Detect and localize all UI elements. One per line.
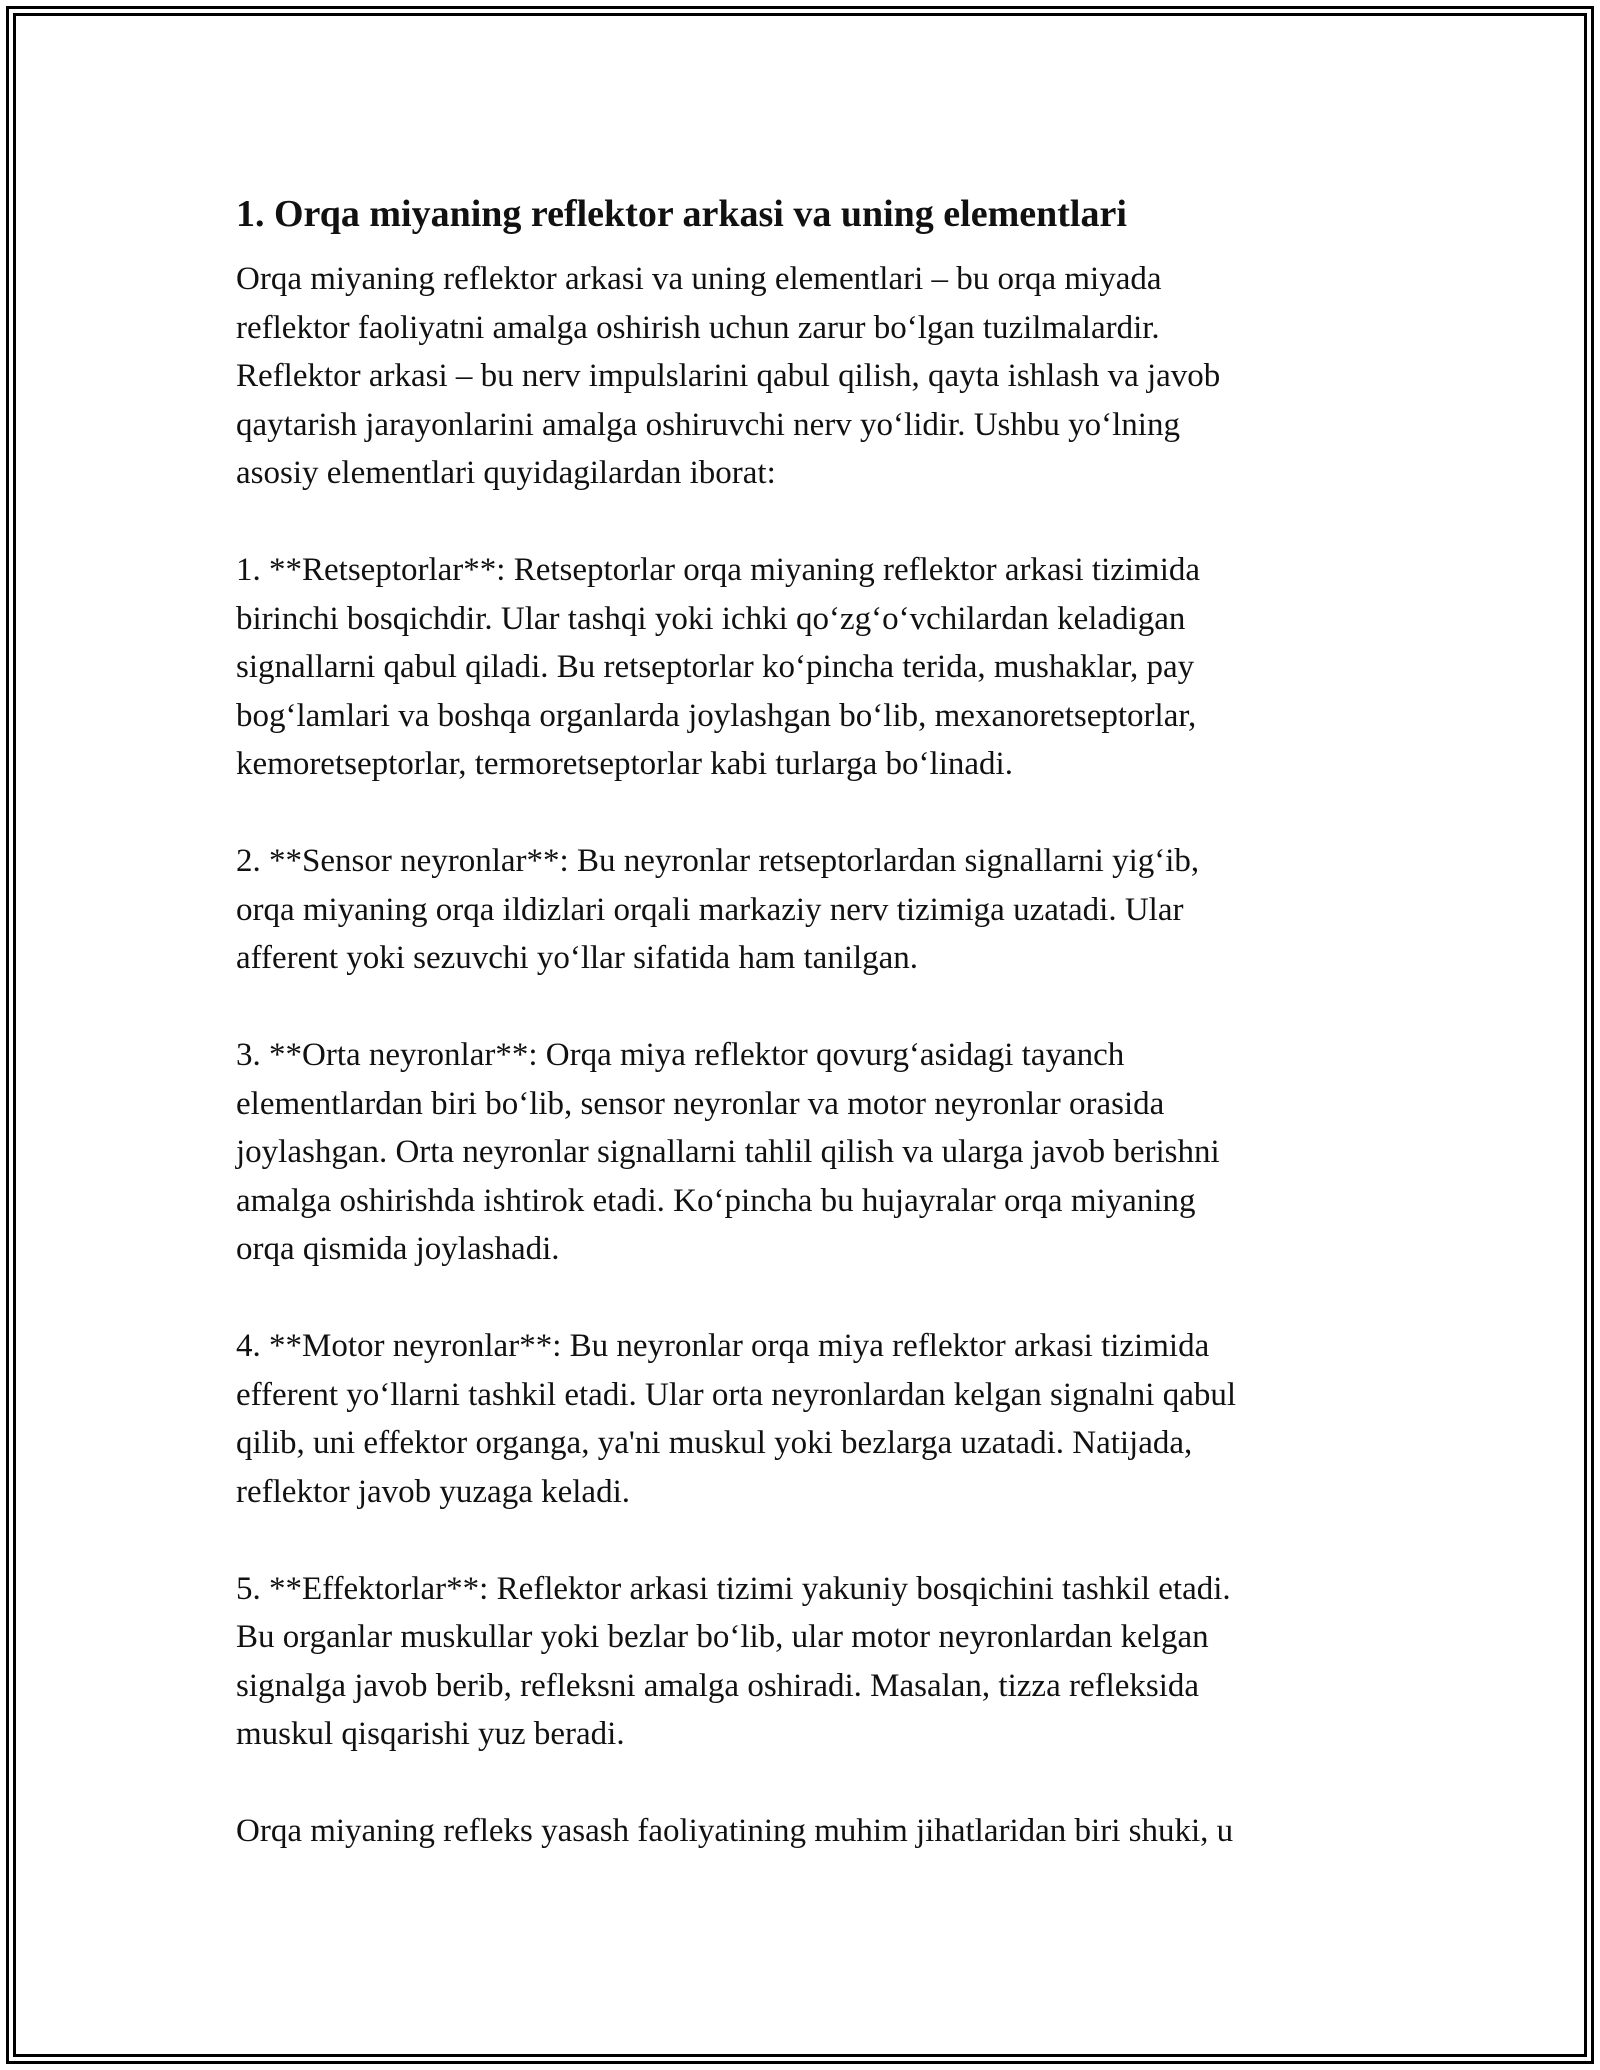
intro-paragraph — [236, 255, 1366, 498]
list-item-sensor-neyronlar — [236, 837, 1366, 983]
closing-paragraph — [236, 1807, 1366, 1856]
list-item-orta-neyronlar — [236, 1031, 1366, 1274]
text-line: orqa miyaning orqa ildizlari orqali markaziy nerv tizimiga uzatadi. Ular — [236, 891, 1184, 928]
text-line: qaytarish jarayonlarini amalga oshiruvchi nerv yo‘lidir. Ushbu yo‘lning — [236, 406, 1180, 443]
text-line: qilib, uni effektor organga, ya'ni muskul yoki bezlarga uzatadi. Natijada, — [236, 1425, 1193, 1461]
section-heading: 1. Orqa miyaning reflektor arkasi va uning elementlari — [236, 193, 1127, 235]
text-line: 1. **Retseptorlar**: Retseptorlar orqa miyaning reflektor arkasi tizimida — [236, 552, 1201, 588]
text-line: orqa qismida joylashadi. — [236, 1231, 560, 1267]
text-line: Orqa miyaning reflektor arkasi va uning elementlari – bu orqa miyada — [236, 261, 1162, 297]
text-line: amalga oshirishda ishtirok etadi. Ko‘pincha bu hujayralar orqa miyaning — [236, 1182, 1196, 1219]
document-body — [236, 186, 1366, 1904]
text-line: reflektor javob yuzaga keladi. — [236, 1473, 630, 1510]
list-item-motor-neyronlar — [236, 1322, 1366, 1516]
text-line: muskul qisqarishi yuz beradi. — [236, 1716, 625, 1752]
text-line: asosiy elementlari quyidagilardan iborat: — [236, 455, 776, 491]
text-line: birinchi bosqichdir. Ular tashqi yoki ichki qo‘zg‘o‘vchilardan keladigan — [236, 600, 1186, 637]
text-line: bog‘lamlari va boshqa organlarda joylashgan bo‘lib, mexanoretseptorlar, — [236, 697, 1197, 734]
text-line: 5. **Effektorlar**: Reflektor arkasi tizimi yakuniy bosqichini tashkil etadi. — [236, 1570, 1231, 1607]
text-line: Reflektor arkasi – bu nerv impulslarini qabul qilish, qayta ishlash va javob — [236, 358, 1221, 394]
text-line: efferent yo‘llarni tashkil etadi. Ular orta neyronlardan kelgan signalni qabul — [236, 1376, 1237, 1413]
text-line: reflektor faoliyatni amalga oshirish uchun zarur bo‘lgan tuzilmalardir. — [236, 309, 1160, 346]
list-item-effektorlar — [236, 1565, 1366, 1759]
text-line: 3. **Orta neyronlar**: Orqa miya reflektor qovurg‘asidagi tayanch — [236, 1037, 1125, 1073]
text-line: kemoretseptorlar, termoretseptorlar kabi turlarga bo‘linadi. — [236, 746, 1013, 782]
text-line: joylashgan. Orta neyronlar signallarni tahlil qilish va ularga javob berishni — [236, 1134, 1220, 1170]
text-line: Orqa miyaning refleks yasash faoliyatining muhim jihatlaridan biri shuki, u — [236, 1813, 1234, 1849]
text-line: 2. **Sensor neyronlar**: Bu neyronlar retseptorlardan signallarni yig‘ib, — [236, 843, 1200, 879]
text-line: elementlardan biri bo‘lib, sensor neyronlar va motor neyronlar orasida — [236, 1085, 1165, 1122]
list-item-retseptorlar — [236, 546, 1366, 789]
text-line: afferent yoki sezuvchi yo‘llar sifatida ham tanilgan. — [236, 940, 919, 976]
text-line: Bu organlar muskullar yoki bezlar bo‘lib, ular motor neyronlardan kelgan — [236, 1619, 1209, 1655]
text-line: signalga javob berib, refleksni amalga oshiradi. Masalan, tizza refleksida — [236, 1667, 1200, 1704]
text-line: 4. **Motor neyronlar**: Bu neyronlar orqa miya reflektor arkasi tizimida — [236, 1328, 1210, 1364]
text-line: signallarni qabul qiladi. Bu retseptorlar ko‘pincha terida, mushaklar, pay — [236, 649, 1195, 685]
